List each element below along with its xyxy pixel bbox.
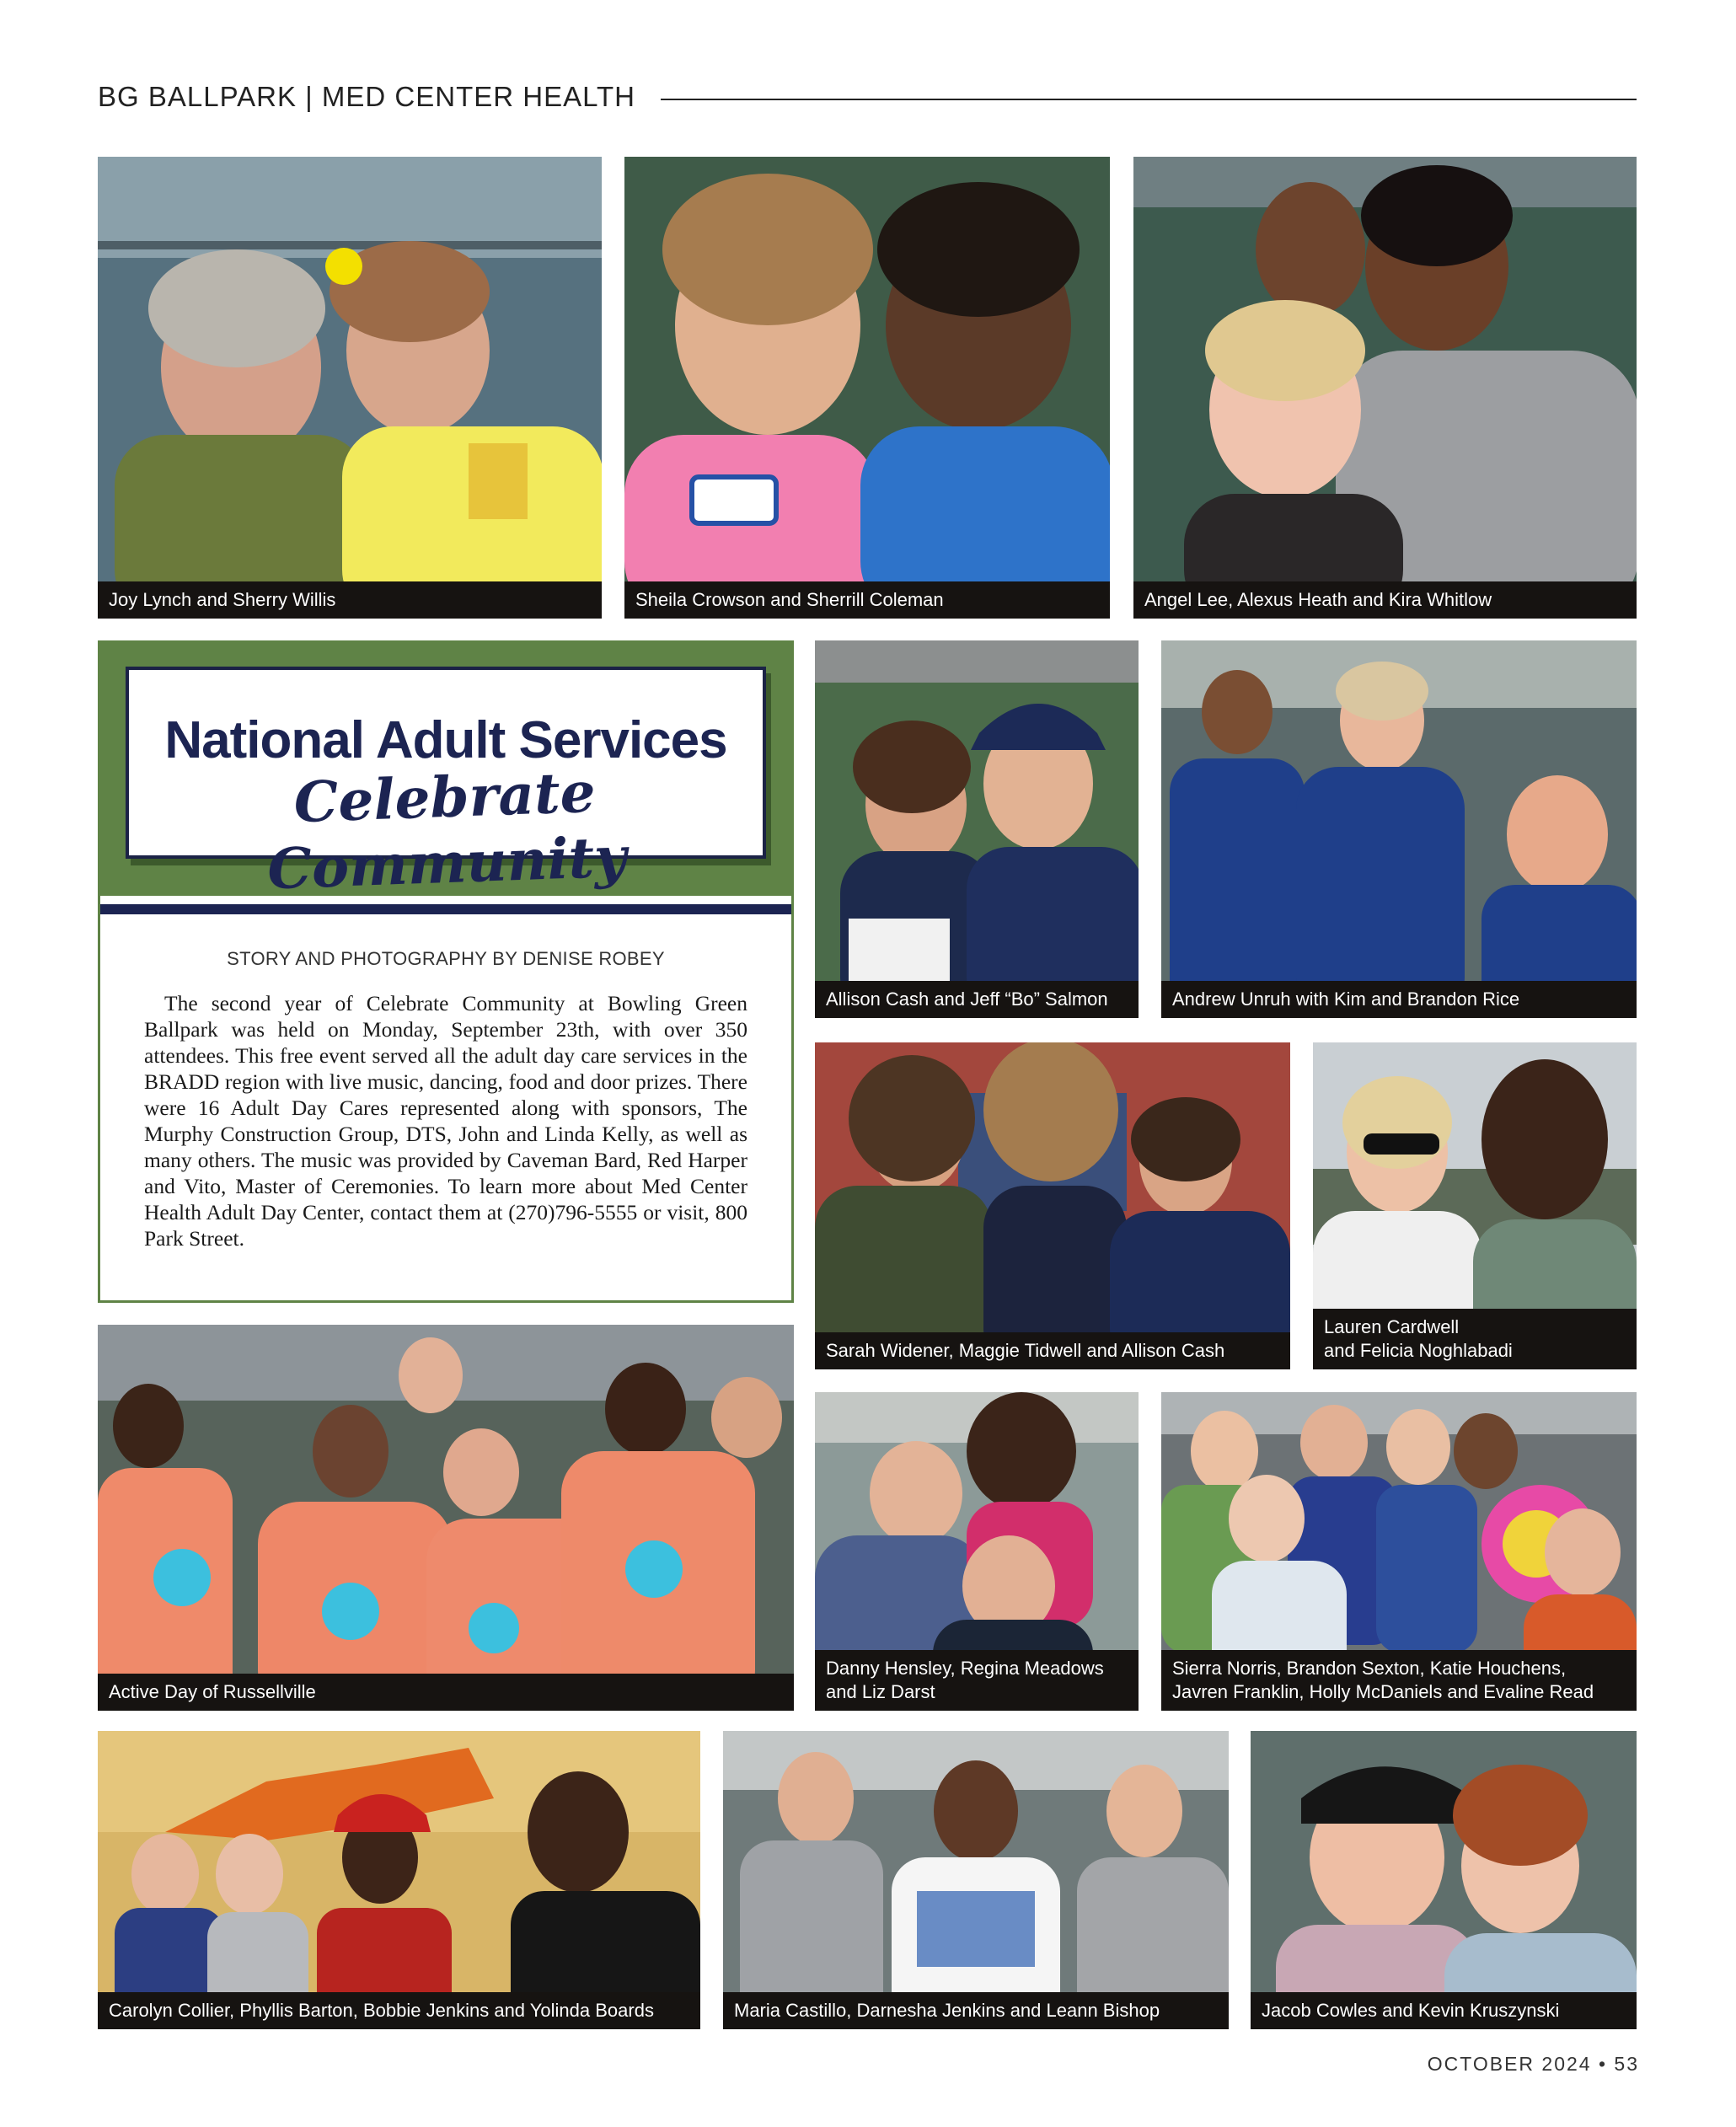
photo-8-caption: Active Day of Russellville: [98, 1674, 794, 1711]
photo-10-caption: [1161, 1650, 1637, 1711]
photo-11-caption: Carolyn Collier, Phyllis Barton, Bobbie Jenkins and Yolinda Boards: [98, 1992, 700, 2029]
photo-7: [1313, 1042, 1637, 1369]
photo-8-image: [98, 1325, 794, 1711]
article-subtitle: Celebrate Community: [266, 758, 628, 903]
photo-10: [1161, 1392, 1637, 1711]
photo-3-caption: Angel Lee, Alexus Heath and Kira Whitlow: [1133, 581, 1637, 619]
photo-5-image: [1161, 640, 1637, 1018]
photo-12-caption: Maria Castillo, Darnesha Jenkins and Leann Bishop: [723, 1992, 1229, 2029]
article-title: National Adult Services: [164, 711, 727, 769]
photo-11: [98, 1731, 700, 2029]
divider-band: [100, 904, 791, 914]
photo-13: [1251, 1731, 1637, 2029]
section-title: BG BALLPARK | MED CENTER HEALTH: [98, 81, 635, 112]
photo-5: [1161, 640, 1637, 1018]
photo-12: [723, 1731, 1229, 2029]
photo-6-image: [815, 1042, 1290, 1369]
photo-10-caption-line-2: Javren Franklin, Holly McDaniels and Evaline Read: [1172, 1681, 1594, 1702]
photo-1-image: [98, 157, 602, 619]
photo-7-caption: [1313, 1309, 1637, 1369]
photo-8: [98, 1325, 794, 1711]
photo-9-caption-line-2: and Liz Darst: [826, 1681, 935, 1702]
page-folio: OCTOBER 2024 • 53: [1427, 2053, 1639, 2075]
photo-13-image: [1251, 1731, 1637, 2029]
title-box: [126, 667, 766, 903]
photo-1: [98, 157, 602, 619]
photo-12-image: [723, 1731, 1229, 2029]
photo-9-caption-line-1: Danny Hensley, Regina Meadows: [826, 1658, 1104, 1679]
photo-11-image: [98, 1731, 700, 2029]
article-body: The second year of Celebrate Community at Bowling Green Ballpark was held on Monday, September 23th, with over 350 attendees. This free event served all the adult day care services in the BRADD region with live music, dancing, food and door prizes. There were 16 Adult Day Cares represented along with sponsors, The Murphy Construction Group, DTS, John and Linda Kelly, as well as many others. The music was provided by Caveman Bard, Red Harper and Vito, Master of Ceremonies. To learn more about Med Center Health Adult Day Center, contact them at (270)796-5555 or visit, 800 Park Street.: [144, 991, 747, 1251]
photo-7-caption-line-1: Lauren Cardwell: [1324, 1316, 1460, 1337]
page-header: [98, 78, 1637, 120]
byline: STORY AND PHOTOGRAPHY BY DENISE ROBEY: [227, 948, 665, 969]
photo-4: [815, 640, 1139, 1018]
header-rule: [661, 99, 1637, 100]
photo-10-caption-line-1: Sierra Norris, Brandon Sexton, Katie Houchens,: [1172, 1658, 1567, 1679]
photo-9: [815, 1392, 1139, 1711]
photo-4-caption: Allison Cash and Jeff “Bo” Salmon: [815, 981, 1139, 1018]
photo-2: [624, 157, 1110, 619]
photo-13-caption: Jacob Cowles and Kevin Kruszynski: [1251, 1992, 1637, 2029]
photo-6: [815, 1042, 1290, 1369]
photo-5-caption: Andrew Unruh with Kim and Brandon Rice: [1161, 981, 1637, 1018]
photo-2-image: [624, 157, 1110, 619]
photo-3: [1133, 157, 1637, 619]
article-panel: [98, 640, 794, 1303]
photo-7-caption-line-2: and Felicia Noghlabadi: [1324, 1340, 1513, 1361]
photo-9-caption: [815, 1650, 1139, 1711]
photo-6-caption: Sarah Widener, Maggie Tidwell and Allison Cash: [815, 1332, 1290, 1369]
photo-4-image: [815, 640, 1139, 1018]
photo-1-caption: Joy Lynch and Sherry Willis: [98, 581, 602, 619]
photo-3-image: [1133, 157, 1637, 619]
title-banner: [100, 643, 791, 903]
photo-2-caption: Sheila Crowson and Sherrill Coleman: [624, 581, 1110, 619]
